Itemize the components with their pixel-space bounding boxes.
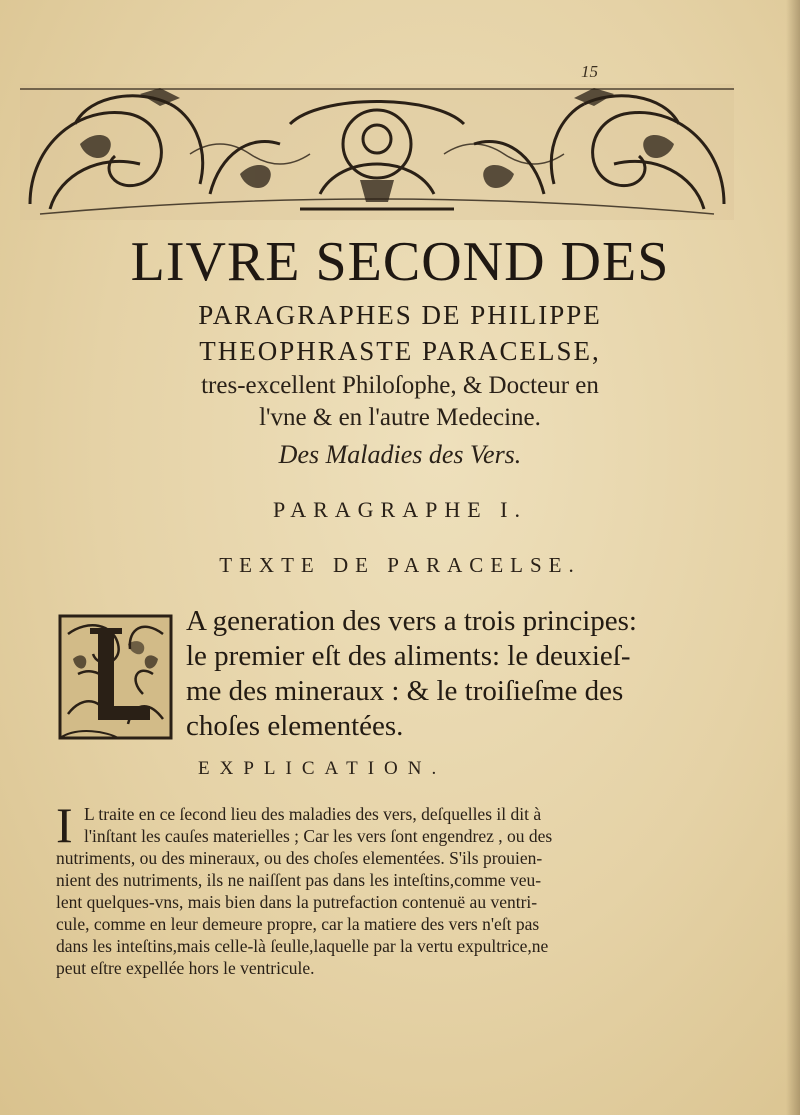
text-line: le premier eſt des aliments: le deuxieſ- bbox=[186, 640, 631, 672]
explication-line: nient des nutriments, ils ne naiſſent pas dans les inteſtins,comme veu- bbox=[56, 870, 542, 890]
text-line: me des mineraux : & le troiſieſme des bbox=[186, 675, 624, 707]
ornamental-headpiece-icon bbox=[20, 84, 734, 220]
explication-text bbox=[56, 803, 630, 979]
explication-initial: I bbox=[56, 797, 73, 853]
texte-heading: TEXTE DE PARACELSE. bbox=[219, 553, 581, 577]
paracelsus-text bbox=[186, 604, 637, 744]
decorated-initial-L-icon bbox=[58, 614, 173, 740]
explication-line: L traite en ce ſecond lieu des maladies des vers, deſquelles il dit à bbox=[84, 804, 542, 824]
explication-heading: EXPLICATION. bbox=[198, 758, 447, 779]
explication-line: lent quelques-vns, mais bien dans la putrefaction contenuë au ventri- bbox=[56, 892, 538, 912]
paragraph-heading: PARAGRAPHE I. bbox=[272, 497, 527, 522]
book-title-line-1: LIVRE SECOND DES bbox=[130, 231, 670, 293]
explication-line: dans les inteſtins,mais celle-là ſeulle,laquelle par la vertu expultrice,ne bbox=[56, 936, 549, 956]
page-number: 15 bbox=[581, 62, 598, 81]
text-line: choſes elementées. bbox=[186, 710, 404, 742]
book-title-line-3: THEOPHRASTE PARACELSE, bbox=[199, 336, 601, 366]
subtitle-line: l'vne & en l'autre Medecine. bbox=[259, 404, 541, 431]
explication-line: l'inſtant les cauſes materielles ; Car les vers ſont engendrez , ou des bbox=[84, 826, 553, 846]
section-title: Des Maladies des Vers. bbox=[278, 440, 522, 469]
explication-line: nutriments, ou des mineraux, ou des choſes elementées. S'ils prouien- bbox=[56, 848, 543, 868]
text-line: A generation des vers a trois principes: bbox=[186, 605, 637, 637]
subtitle-line: tres-excellent Philoſophe, & Docteur en bbox=[201, 372, 599, 399]
explication-line: cule, comme en leur demeure propre, car la matiere des vers n'eſt pas bbox=[56, 914, 540, 934]
title-subtitle bbox=[0, 370, 800, 434]
book-title-line-2: PARAGRAPHES DE PHILIPPE bbox=[198, 300, 602, 330]
explication-line: peut eſtre expellée hors le ventricule. bbox=[56, 958, 315, 978]
